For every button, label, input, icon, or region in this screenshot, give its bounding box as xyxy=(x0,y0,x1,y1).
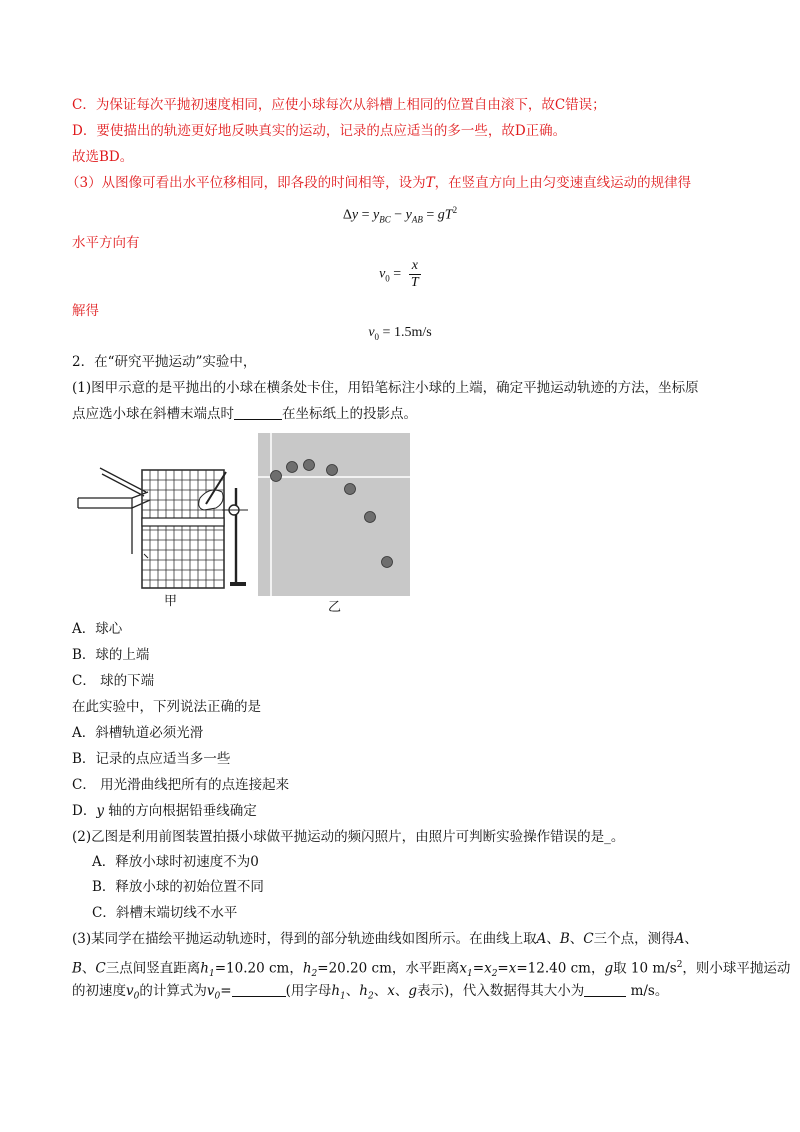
option-2a: A．斜槽轨道必须光滑 xyxy=(72,725,204,741)
option-3a: A．释放小球时初速度不为0 xyxy=(92,854,259,870)
solution-solve: 解得 xyxy=(72,303,99,319)
figure-yi xyxy=(258,433,410,596)
solution-part3: （3）从图像可看出水平位移相同，即各段的时间相等，设为T，在竖直方向上由匀变速直线运动的规律得 xyxy=(66,175,692,191)
question-title: 2．在“研究平抛运动”实验中， xyxy=(72,354,257,370)
q3-line1: (3)某同学在描绘平抛运动轨迹时，得到的部分轨迹曲线如图所示。在曲线上取A、B、C三个点，测得A、 xyxy=(72,931,698,947)
equation-v0-result: $v_0 = 1.5m/s$ xyxy=(368,325,432,342)
q2-text: (2)乙图是利用前图装置拍摄小球做平抛运动的频闪照片，由照片可判断实验操作错误的是_。 xyxy=(72,829,625,845)
figure-yi-label: 乙 xyxy=(328,600,342,615)
solution-line-c: C．为保证每次平抛初速度相同，应使小球每次从斜槽上相同的位置自由滚下，故C错误； xyxy=(72,97,606,113)
option-3b: B．释放小球的初始位置不同 xyxy=(92,879,264,895)
option-2b: B．记录的点应适当多一些 xyxy=(72,751,231,767)
option-1b: B．球的上端 xyxy=(72,647,150,663)
q1-part-b: 在此实验中，下列说法正确的是 xyxy=(72,699,261,715)
option-2d: D．y 轴的方向根据铅垂线确定 xyxy=(72,803,257,819)
option-3c: C．斜槽末端切线不水平 xyxy=(92,905,238,921)
solution-choose: 故选BD。 xyxy=(72,149,134,165)
answer-blank[interactable] xyxy=(234,405,282,420)
q1-line1: (1)图甲示意的是平抛出的小球在横条处卡住，用铅笔标注小球的上端，确定平抛运动轨迹的方法，坐标原 xyxy=(72,380,699,396)
q3-line3: 的初速度$v_0$的计算式为$v_0=$ (用字母$h_1$、$h_2$、x、g表示)，代入数据得其大小为 m/s。 xyxy=(72,983,669,1002)
figure-jia-label: 甲 xyxy=(164,594,178,609)
option-1a: A．球心 xyxy=(72,621,123,637)
solution-horizontal: 水平方向有 xyxy=(72,235,140,251)
equation-v0-fraction: $v_0$ = $\frac{x}{T}$ xyxy=(0,258,800,294)
q3-line2: B、C三点间竖直距离$h_1=10.20$ cm，$h_2=20.20$ cm，水平距离$x_1=x_2=x=12.40$ cm，g取 10 $m/s^2$，则小球平抛运动 xyxy=(72,960,791,980)
answer-blank-value[interactable] xyxy=(584,982,626,997)
option-1c: C． 球的下端 xyxy=(72,673,155,689)
option-2c: C． 用光滑曲线把所有的点连接起来 xyxy=(72,777,290,793)
answer-blank-formula[interactable] xyxy=(232,982,286,997)
q1-line2: 点应选小球在斜槽末端点时 在坐标纸上的投影点。 xyxy=(72,406,417,422)
solution-line-d: D．要使描出的轨迹更好地反映真实的运动，记录的点应适当的多一些，故D正确。 xyxy=(72,123,567,139)
equation-delta-y: $\Delta y = y_{BC} - y_{AB} = gT^2$ xyxy=(342,205,458,225)
